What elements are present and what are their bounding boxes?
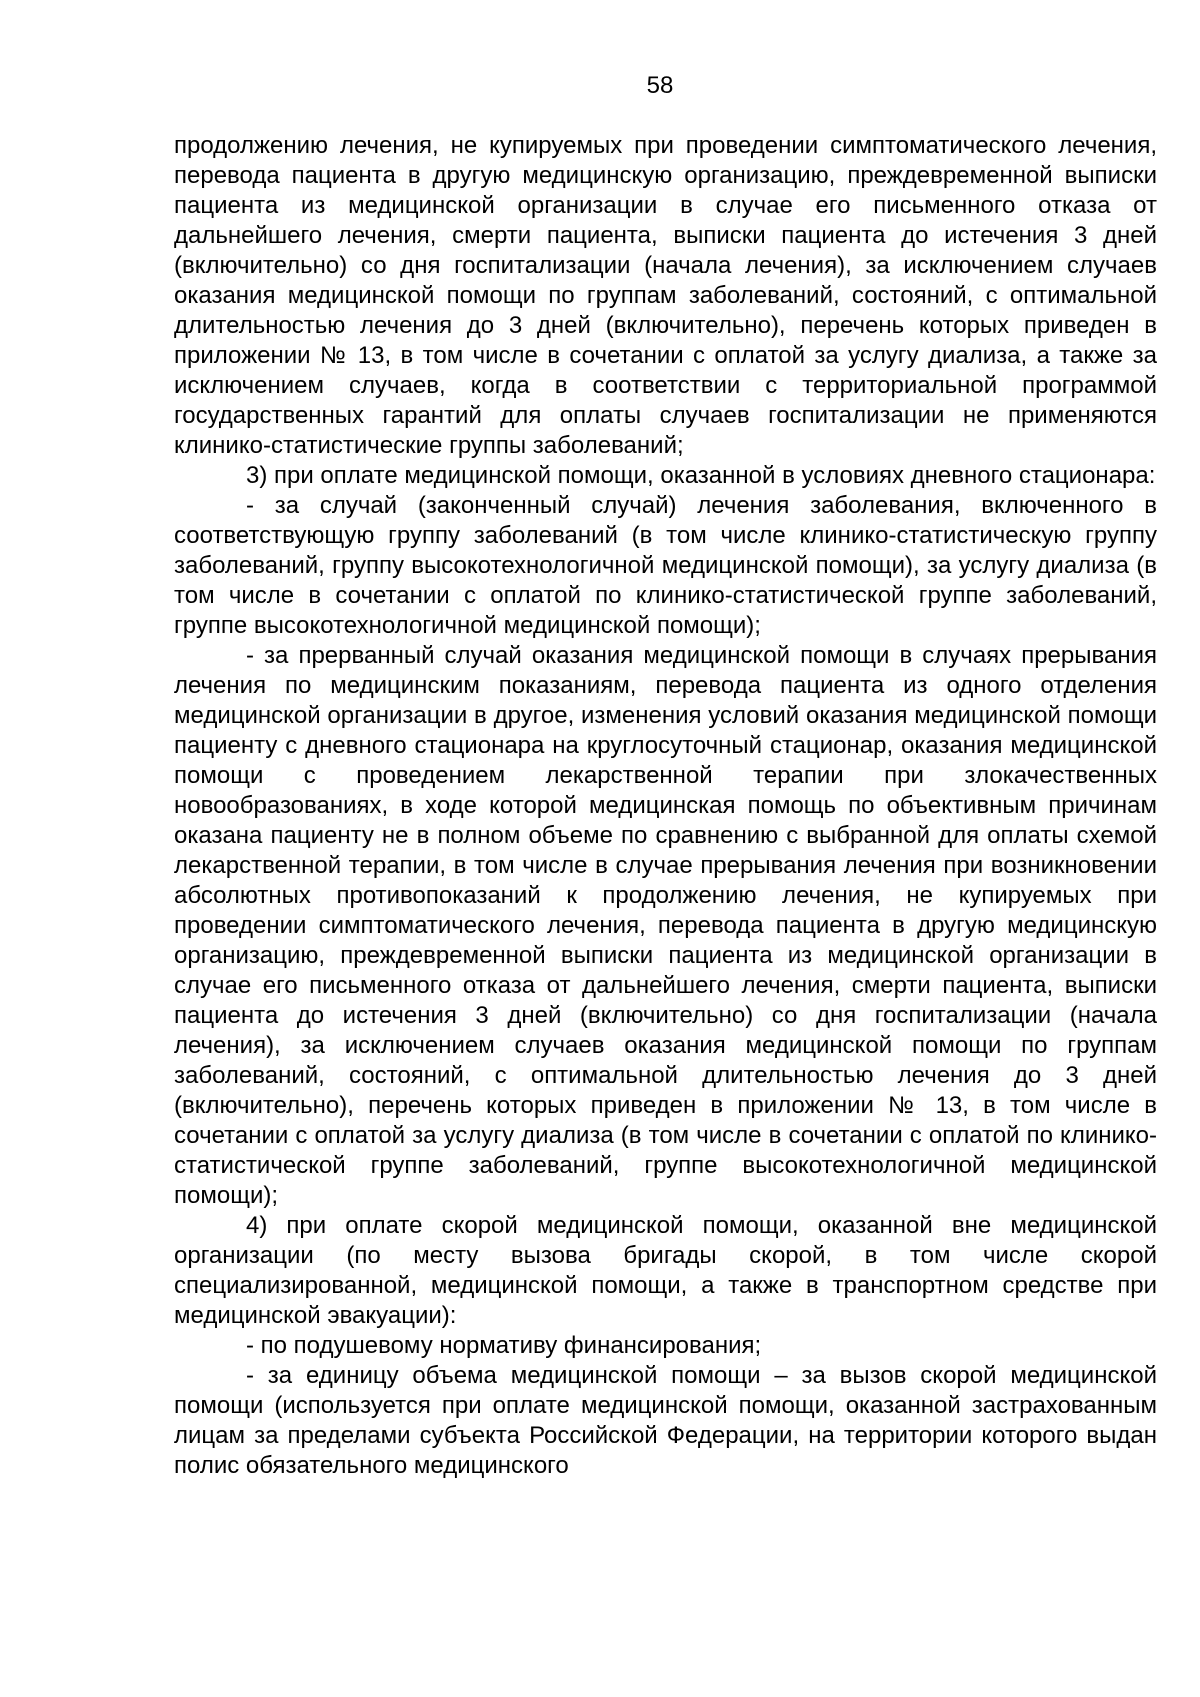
paragraph-item-3: 3) при оплате медицинской помощи, оказанной в условиях дневного стационара: (246, 462, 1156, 489)
paragraph-bullet-interrupted-case: - за прерванный случай оказания медицинской помощи в случаях прерывания лечения по медицинским показаниям, перевода пациента из одного отделения медицинской организации в другое, изменения условий оказания медицинской помощи пациенту с дневного стационара на круглосуточный стационар, оказания медицинской помощи с проведением лекарственной терапии при злокачественных новообразованиях, в ходе которой медицинская помощь по объективным причинам оказана пациенту не в полном объеме по сравнению с выбранной для оплаты схемой лекарственной терапии, в том числе в случае прерывания лечения при возникновении абсолютных противопоказаний к продолжению лечения, не купируемых при проведении симптоматического лечения, перевода пациента в другую медицинскую организацию, преждевременной выписки пациента из медицинской организации в случае его письменного отказа от дальнейшего лечения, смерти пациента, выписки пациента до истечения 3 дней (включительно) со дня госпитализации (начала лечения), за исключением случаев оказания медицинской помощи по группам заболеваний, состояний, с оптимальной длительностью лечения до 3 дней (включительно), перечень которых приведен в приложении № 13, в том числе в сочетании с оплатой за услугу диализа (в том числе в сочетании с оплатой по клинико-статистической группе заболеваний, группе высокотехнологичной медицинской помощи); (174, 642, 1157, 1209)
paragraph-bullet-per-capita: - по подушевому нормативу финансирования; (246, 1332, 762, 1359)
document-body (174, 131, 1157, 1481)
page-number: 58 (646, 72, 674, 99)
paragraph-item-4: 4) при оплате скорой медицинской помощи, оказанной вне медицинской организации (по месту вызова бригады скорой, в том числе скорой специализированной, медицинской помощи, а также в транспортном средстве при медицинской эвакуации): (174, 1212, 1157, 1329)
paragraph-continuation: продолжению лечения, не купируемых при проведении симптоматического лечения, перевода пациента в другую медицинскую организацию, преждевременной выписки пациента из медицинской организации в случае его письменного отказа от дальнейшего лечения, смерти пациента, выписки пациента до истечения 3 дней (включительно) со дня госпитализации (начала лечения), за исключением случаев оказания медицинской помощи по группам заболеваний, состояний, с оптимальной длительностью лечения до 3 дней (включительно), перечень которых приведен в приложении № 13, в том числе в сочетании с оплатой за услугу диализа, а также за исключением случаев, когда в соответствии с территориальной программой государственных гарантий для оплаты случаев госпитализации не применяются клинико-статистические группы заболеваний; (174, 132, 1157, 459)
paragraph-bullet-per-unit: - за единицу объема медицинской помощи – за вызов скорой медицинской помощи (используется при оплате медицинской помощи, оказанной застрахованным лицам за пределами субъекта Российской Федерации, на территории которого выдан полис обязательного медицинского (174, 1362, 1157, 1479)
paragraph-bullet-completed-case: - за случай (законченный случай) лечения заболевания, включенного в соответствующую группу заболеваний (в том числе клинико-статистическую группу заболеваний, группу высокотехнологичной медицинской помощи), за услугу диализа (в том числе в сочетании с оплатой по клинико-статистической группе заболеваний, группе высокотехнологичной медицинской помощи); (174, 492, 1157, 639)
